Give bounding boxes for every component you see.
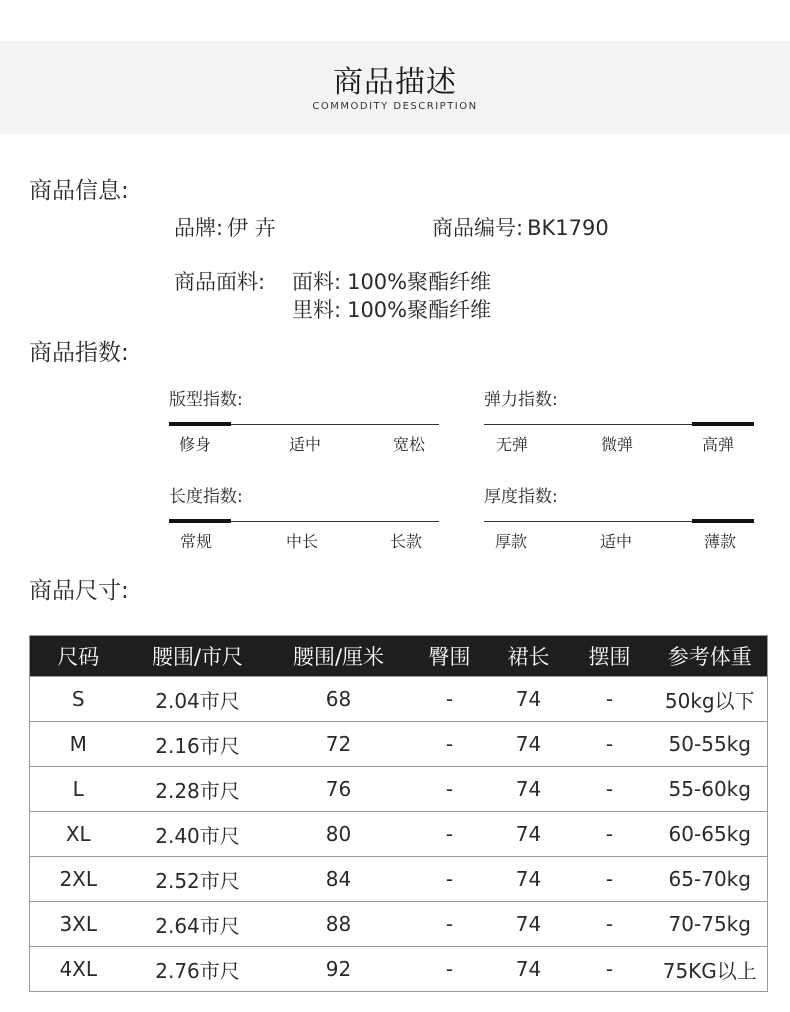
scale-option: 无弹 xyxy=(496,435,529,454)
table-cell: 80 xyxy=(269,812,409,857)
table-cell: 50kg以下 xyxy=(653,677,768,722)
table-cell: 68 xyxy=(269,677,409,722)
scale-option: 常规 xyxy=(180,532,213,551)
table-cell: - xyxy=(409,722,491,767)
table-cell: 75KG以上 xyxy=(653,947,768,992)
table-cell: - xyxy=(567,767,653,812)
table-cell: - xyxy=(409,677,491,722)
table-cell: - xyxy=(567,677,653,722)
stretch-index-label: 弹力指数: xyxy=(484,390,558,410)
indices-section-title: 商品指数: xyxy=(29,340,129,366)
table-cell: 70-75kg xyxy=(653,902,768,947)
scale-option: 高弹 xyxy=(702,435,735,454)
page-title: 商品描述 xyxy=(333,65,457,100)
table-cell: 88 xyxy=(269,902,409,947)
table-cell: 55-60kg xyxy=(653,767,768,812)
length-index-scale xyxy=(169,521,439,551)
table-row xyxy=(30,902,768,947)
table-cell: 74 xyxy=(491,857,567,902)
scale-selected-marker xyxy=(169,519,231,523)
size-section-title: 商品尺寸: xyxy=(29,578,129,604)
column-header: 臀围 xyxy=(409,636,491,677)
brand-value: 伊 卉 xyxy=(227,216,276,240)
table-cell: - xyxy=(409,947,491,992)
table-cell: 2.64市尺 xyxy=(127,902,269,947)
table-cell: 2.16市尺 xyxy=(127,722,269,767)
table-cell: 72 xyxy=(269,722,409,767)
table-row xyxy=(30,857,768,902)
table-cell: 74 xyxy=(491,677,567,722)
column-header: 腰围/厘米 xyxy=(269,636,409,677)
table-cell: - xyxy=(409,902,491,947)
table-row xyxy=(30,947,768,992)
table-cell: 74 xyxy=(491,767,567,812)
column-header: 腰围/市尺 xyxy=(127,636,269,677)
table-cell: - xyxy=(409,767,491,812)
table-cell: L xyxy=(30,767,127,812)
scale-option: 厚款 xyxy=(495,532,528,551)
table-cell: - xyxy=(567,902,653,947)
table-cell: 65-70kg xyxy=(653,857,768,902)
stretch-index-scale xyxy=(484,424,754,454)
table-cell: 74 xyxy=(491,812,567,857)
scale-option: 宽松 xyxy=(393,435,426,454)
fit-index-label: 版型指数: xyxy=(169,390,243,410)
table-cell: 4XL xyxy=(30,947,127,992)
column-header: 参考体重 xyxy=(653,636,768,677)
thickness-index-label: 厚度指数: xyxy=(484,487,558,507)
item-number-value: BK1790 xyxy=(527,216,609,240)
brand-row xyxy=(174,212,276,242)
table-row xyxy=(30,677,768,722)
lining-fabric-row xyxy=(292,294,491,324)
item-number-label: 商品编号: xyxy=(432,216,524,240)
table-cell: 84 xyxy=(269,857,409,902)
column-header: 尺码 xyxy=(30,636,127,677)
table-cell: - xyxy=(567,812,653,857)
table-cell: 2.04市尺 xyxy=(127,677,269,722)
brand-label: 品牌: xyxy=(174,216,224,240)
length-index-label: 长度指数: xyxy=(169,487,243,507)
outer-fabric-value: 100%聚酯纤维 xyxy=(347,270,492,294)
table-cell: 50-55kg xyxy=(653,722,768,767)
scale-option: 适中 xyxy=(600,532,633,551)
table-cell: 2.76市尺 xyxy=(127,947,269,992)
scale-option: 微弹 xyxy=(601,435,634,454)
outer-fabric-label: 面料: xyxy=(292,270,342,294)
table-cell: 76 xyxy=(269,767,409,812)
table-cell: 2XL xyxy=(30,857,127,902)
scale-option: 中长 xyxy=(286,532,319,551)
item-number-row xyxy=(432,212,609,242)
table-cell: - xyxy=(409,857,491,902)
table-cell: 2.52市尺 xyxy=(127,857,269,902)
table-cell: 2.28市尺 xyxy=(127,767,269,812)
lining-fabric-value: 100%聚酯纤维 xyxy=(347,298,492,322)
table-cell: 3XL xyxy=(30,902,127,947)
table-cell: - xyxy=(409,812,491,857)
table-cell: 74 xyxy=(491,947,567,992)
scale-option: 修身 xyxy=(179,435,212,454)
info-section-title: 商品信息: xyxy=(29,178,129,204)
scale-option: 薄款 xyxy=(704,532,737,551)
table-cell: - xyxy=(567,947,653,992)
table-row xyxy=(30,812,768,857)
table-cell: - xyxy=(567,722,653,767)
scale-selected-marker xyxy=(169,422,231,426)
table-cell: - xyxy=(567,857,653,902)
lining-fabric-label: 里料: xyxy=(292,298,342,322)
table-cell: M xyxy=(30,722,127,767)
column-header: 摆围 xyxy=(567,636,653,677)
description-header xyxy=(0,41,790,134)
fabric-label: 商品面料: xyxy=(174,270,266,294)
table-cell: 2.40市尺 xyxy=(127,812,269,857)
table-row xyxy=(30,767,768,812)
page-subtitle: COMMODITY DESCRIPTION xyxy=(312,101,478,112)
scale-selected-marker xyxy=(692,422,754,426)
column-header: 裙长 xyxy=(491,636,567,677)
outer-fabric-row xyxy=(292,266,491,296)
table-cell: S xyxy=(30,677,127,722)
table-cell: 60-65kg xyxy=(653,812,768,857)
scale-option: 长款 xyxy=(390,532,423,551)
fit-index-scale xyxy=(169,424,439,454)
table-cell: 74 xyxy=(491,722,567,767)
table-cell: XL xyxy=(30,812,127,857)
table-cell: 92 xyxy=(269,947,409,992)
table-cell: 74 xyxy=(491,902,567,947)
scale-option: 适中 xyxy=(289,435,322,454)
size-table xyxy=(29,635,768,992)
scale-selected-marker xyxy=(692,519,754,523)
table-header-row xyxy=(30,636,768,677)
thickness-index-scale xyxy=(484,521,754,551)
table-row xyxy=(30,722,768,767)
